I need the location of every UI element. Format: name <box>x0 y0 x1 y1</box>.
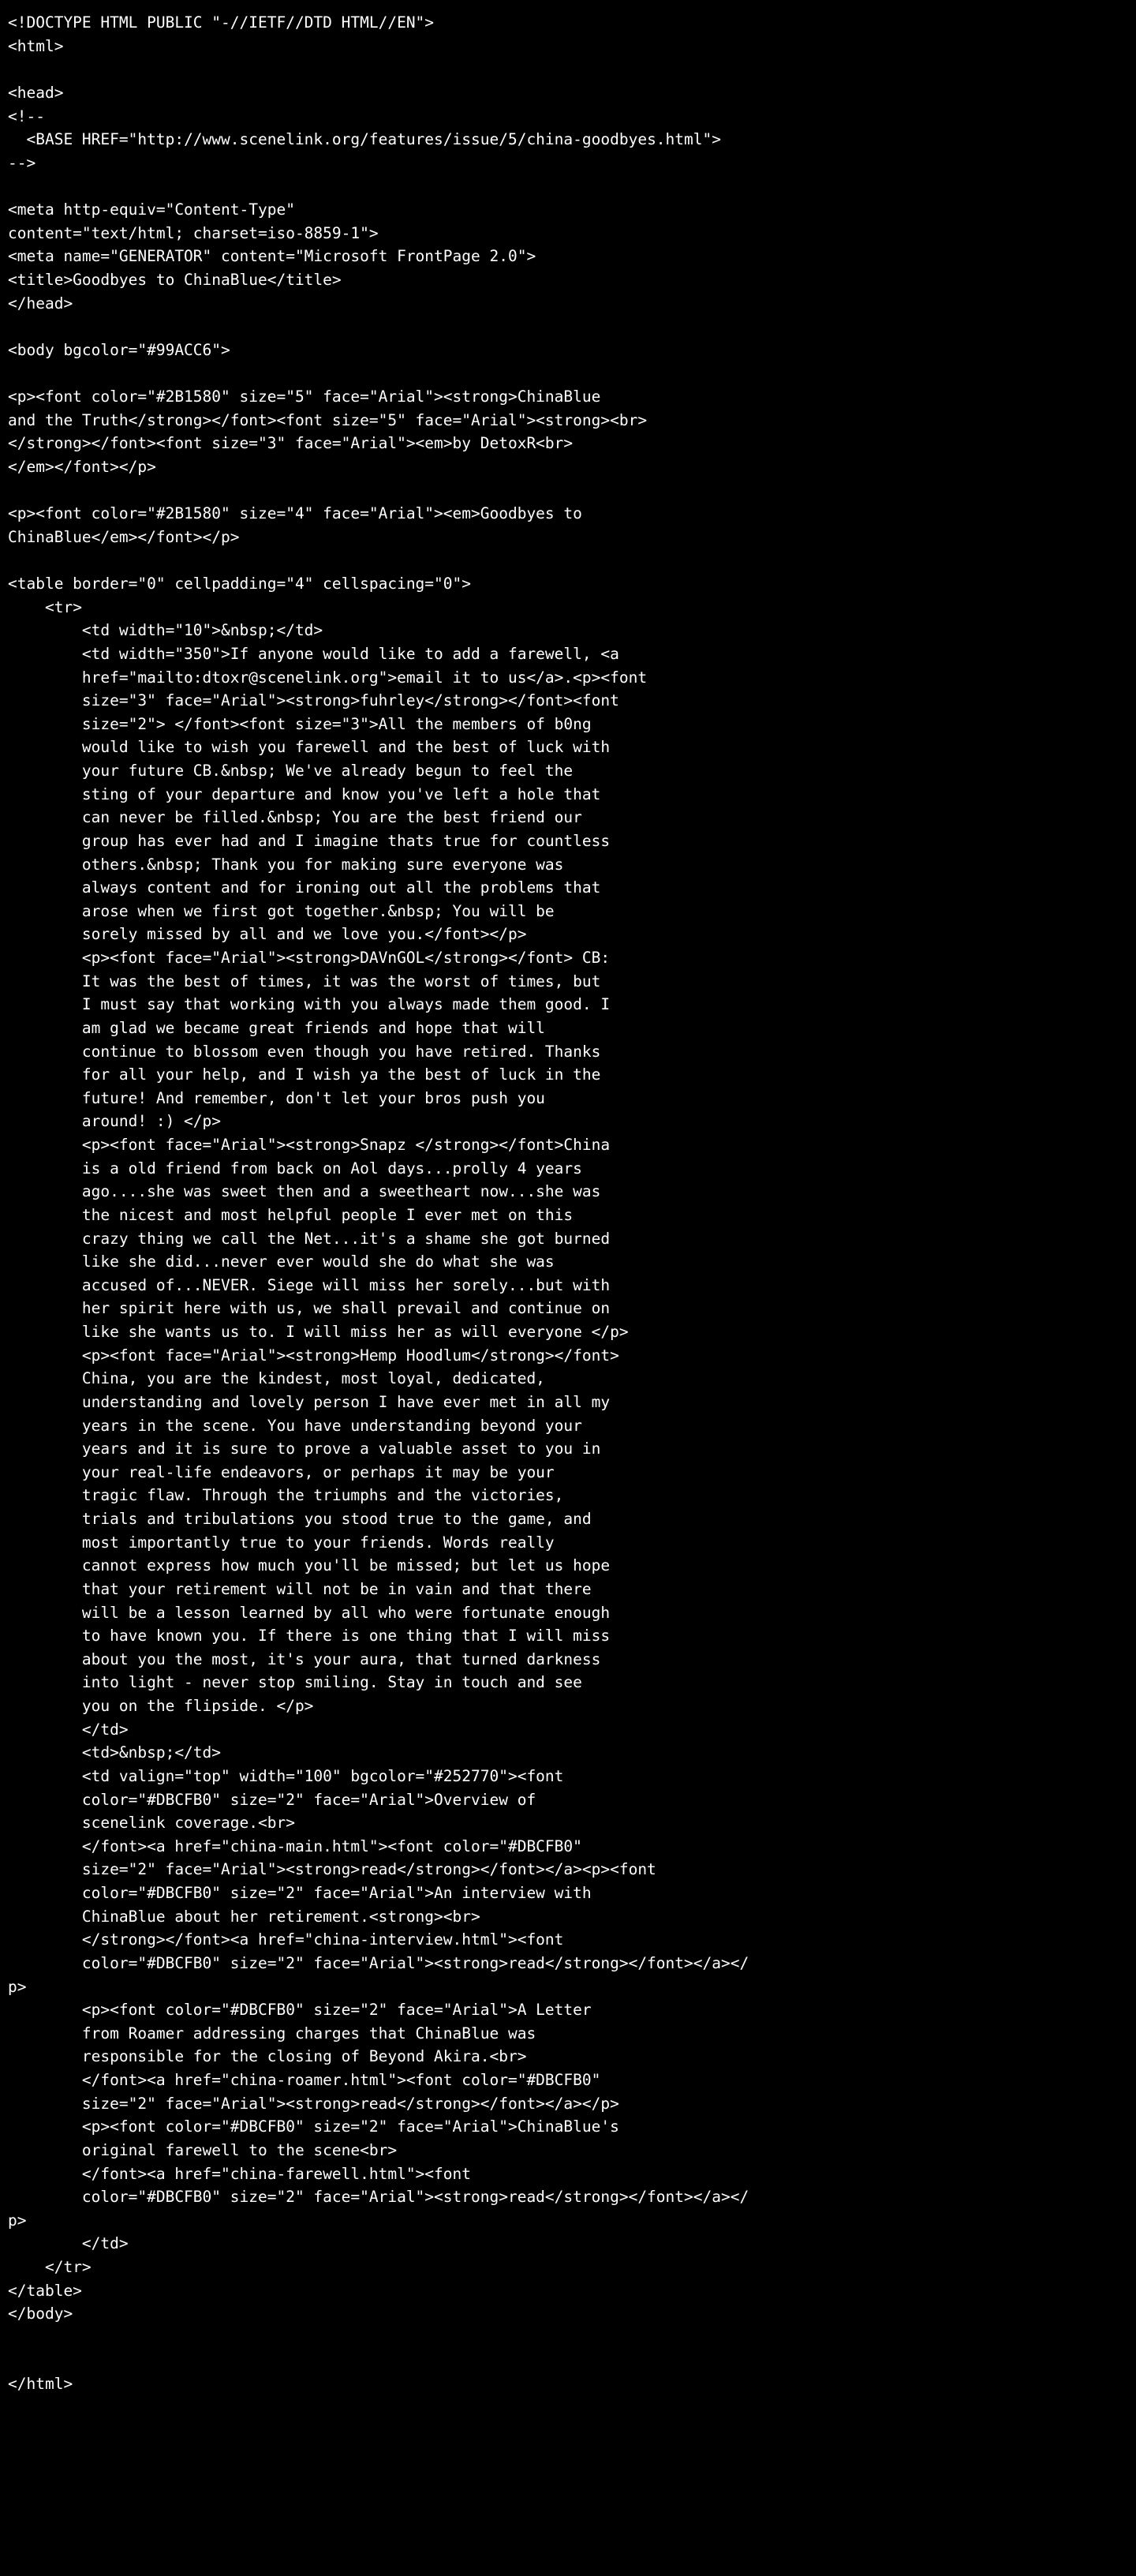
source-line: </tr> <box>8 2258 92 2276</box>
source-line: tragic flaw. Through the triumphs and the victories, <box>8 1486 564 1505</box>
source-line: <p><font color="#DBCFB0" size="2" face="Arial">A Letter <box>8 2001 592 2020</box>
source-line: </td> <box>8 1720 129 1739</box>
source-line: <tr> <box>8 597 82 616</box>
source-line: the nicest and most helpful people I ever met on this <box>8 1205 574 1224</box>
source-line: I must say that working with you always made them good. I <box>8 995 611 1014</box>
source-line: continue to blossom even though you have retired. Thanks <box>8 1042 601 1061</box>
source-line: like she wants us to. I will miss her as will everyone </p> <box>8 1323 629 1341</box>
source-line: href="mailto:dtoxr@scenelink.org">email it to us</a>.<p><font <box>8 668 648 687</box>
source-line: am glad we became great friends and hope that will <box>8 1018 545 1037</box>
source-line: crazy thing we call the Net...it's a shame she got burned <box>8 1229 611 1248</box>
source-line: for all your help, and I wish ya the best of luck in the <box>8 1065 601 1084</box>
source-line <box>8 361 1128 385</box>
source-line: is a old friend from back on Aol days...prolly 4 years <box>8 1159 582 1178</box>
source-line: would like to wish you farewell and the best of luck with <box>8 738 611 757</box>
source-line: <BASE HREF="http://www.scenelink.org/features/issue/5/china-goodbyes.html"> <box>8 130 721 149</box>
source-line: her spirit here with us, we shall prevail and continue on <box>8 1299 611 1318</box>
source-line: understanding and lovely person I have ever met in all my <box>8 1392 611 1411</box>
source-line: </html> <box>8 2375 73 2394</box>
source-line: color="#DBCFB0" size="2" face="Arial">An interview with <box>8 1884 592 1902</box>
source-line: color="#DBCFB0" size="2" face="Arial"><strong>read</strong></font></a></ <box>8 2188 749 2207</box>
source-line: scenelink coverage.<br> <box>8 1814 295 1833</box>
source-line: <meta name="GENERATOR" content="Microsoft FrontPage 2.0"> <box>8 247 536 266</box>
source-line: <p><font color="#2B1580" size="4" face="Arial"><em>Goodbyes to <box>8 504 582 523</box>
source-line: to have known you. If there is one thing that I will miss <box>8 1627 611 1646</box>
source-line: trials and tribulations you stood true to the game, and <box>8 1510 592 1528</box>
source-line: <td width="350">If anyone would like to add a farewell, <a <box>8 644 619 663</box>
source-line: <td>&nbsp;</td> <box>8 1743 222 1762</box>
source-line: p> <box>8 2211 27 2230</box>
source-line: sorely missed by all and we love you.</font></p> <box>8 925 527 944</box>
source-line: --> <box>8 153 36 172</box>
source-line: original farewell to the scene<br> <box>8 2140 398 2159</box>
source-line: color="#DBCFB0" size="2" face="Arial"><strong>read</strong></font></a></ <box>8 1953 749 1972</box>
source-line: size="2" face="Arial"><strong>read</strong></font></a></p> <box>8 2094 619 2113</box>
source-line: </table> <box>8 2281 82 2300</box>
source-line: arose when we first got together.&nbsp; You will be <box>8 901 555 920</box>
source-line: <p><font color="#DBCFB0" size="2" face="Arial">ChinaBlue's <box>8 2117 619 2136</box>
source-line: <p><font face="Arial"><strong>DAVnGOL</strong></font> CB: <box>8 949 611 967</box>
source-line <box>8 2326 1128 2349</box>
source-line: <html> <box>8 36 64 55</box>
source-line: <p><font color="#2B1580" size="5" face="Arial"><strong>ChinaBlue <box>8 388 601 406</box>
source-line: ago....she was sweet then and a sweetheart now...she was <box>8 1182 601 1201</box>
source-line: will be a lesson learned by all who were fortunate enough <box>8 1603 611 1622</box>
source-line: </head> <box>8 294 73 313</box>
source-line: you on the flipside. </p> <box>8 1697 314 1715</box>
source-line: <td valign="top" width="100" bgcolor="#252770"><font <box>8 1766 564 1785</box>
source-line: group has ever had and I imagine thats true for countless <box>8 831 611 850</box>
source-line <box>8 315 1128 339</box>
source-line: sting of your departure and know you've left a hole that <box>8 784 601 803</box>
source-line: <table border="0" cellpadding="4" cellspacing="0"> <box>8 575 471 593</box>
source-line: size="2" face="Arial"><strong>read</strong></font></a><p><font <box>8 1860 656 1879</box>
source-line: </body> <box>8 2305 73 2323</box>
source-line: from Roamer addressing charges that ChinaBlue was <box>8 2024 536 2042</box>
source-line: <td width="10">&nbsp;</td> <box>8 621 323 640</box>
source-line: </td> <box>8 2234 129 2253</box>
source-line <box>8 2349 1128 2373</box>
source-line: size="3" face="Arial"><strong>fuhrley</strong></font><font <box>8 691 619 710</box>
source-line: years in the scene. You have understanding beyond your <box>8 1416 582 1435</box>
source-line: color="#DBCFB0" size="2" face="Arial">Overview of <box>8 1790 536 1809</box>
source-line: <!-- <box>8 107 45 125</box>
source-line: China, you are the kindest, most loyal, dedicated, <box>8 1369 545 1388</box>
source-line: It was the best of times, it was the worst of times, but <box>8 972 601 990</box>
source-line: into light - never stop smiling. Stay in touch and see <box>8 1673 582 1692</box>
source-line <box>8 174 1128 198</box>
source-line: </font><a href="china-main.html"><font color="#DBCFB0" <box>8 1837 582 1855</box>
source-line <box>8 549 1128 572</box>
source-line: p> <box>8 1977 27 1996</box>
source-line: <p><font face="Arial"><strong>Hemp Hoodlum</strong></font> <box>8 1346 619 1365</box>
source-line: ChinaBlue</em></font></p> <box>8 527 240 546</box>
source-line: <title>Goodbyes to ChinaBlue</title> <box>8 270 342 289</box>
source-line: like she did...never ever would she do what she was <box>8 1252 555 1271</box>
source-line: can never be filled.&nbsp; You are the best friend our <box>8 808 582 827</box>
source-line: responsible for the closing of Beyond Akira.<br> <box>8 2047 527 2066</box>
source-line: your future CB.&nbsp; We've already begun to feel the <box>8 762 574 780</box>
source-line: accused of...NEVER. Siege will miss her sorely...but with <box>8 1275 611 1294</box>
source-line: </strong></font><a href="china-interview.html"><font <box>8 1930 564 1949</box>
source-line: <body bgcolor="#99ACC6"> <box>8 340 230 359</box>
source-line: <head> <box>8 83 64 102</box>
source-line: </em></font></p> <box>8 457 156 476</box>
source-line: <p><font face="Arial"><strong>Snapz </strong></font>China <box>8 1136 611 1154</box>
source-line <box>8 479 1128 503</box>
source-line: your real-life endeavors, or perhaps it may be your <box>8 1462 555 1481</box>
source-line: </strong></font><font size="3" face="Arial"><em>by DetoxR<br> <box>8 434 574 453</box>
source-line: ChinaBlue about her retirement.<strong><br> <box>8 1907 480 1926</box>
source-line: size="2"> </font><font size="3">All the members of b0ng <box>8 714 592 733</box>
source-line: years and it is sure to prove a valuable asset to you in <box>8 1440 601 1458</box>
source-line: content="text/html; charset=iso-8859-1"> <box>8 223 379 242</box>
source-line: </font><a href="china-roamer.html"><font color="#DBCFB0" <box>8 2071 601 2089</box>
source-line: <!DOCTYPE HTML PUBLIC "-//IETF//DTD HTML//EN"> <box>8 13 435 32</box>
source-line: that your retirement will not be in vain and that there <box>8 1579 592 1598</box>
source-line: cannot express how much you'll be missed; but let us hope <box>8 1556 611 1575</box>
source-line: around! :) </p> <box>8 1112 222 1131</box>
source-line: </font><a href="china-farewell.html"><font <box>8 2164 472 2183</box>
source-line <box>8 58 1128 81</box>
source-line: and the Truth</strong></font><font size="5" face="Arial"><strong><br> <box>8 410 648 429</box>
source-line: most importantly true to your friends. Words really <box>8 1533 555 1552</box>
source-line: always content and for ironing out all the problems that <box>8 878 601 897</box>
source-line: future! And remember, don't let your bros push you <box>8 1088 545 1107</box>
source-line: about you the most, it's your aura, that turned darkness <box>8 1649 601 1668</box>
source-line: <meta http-equiv="Content-Type" <box>8 200 295 219</box>
source-line: others.&nbsp; Thank you for making sure everyone was <box>8 855 564 874</box>
